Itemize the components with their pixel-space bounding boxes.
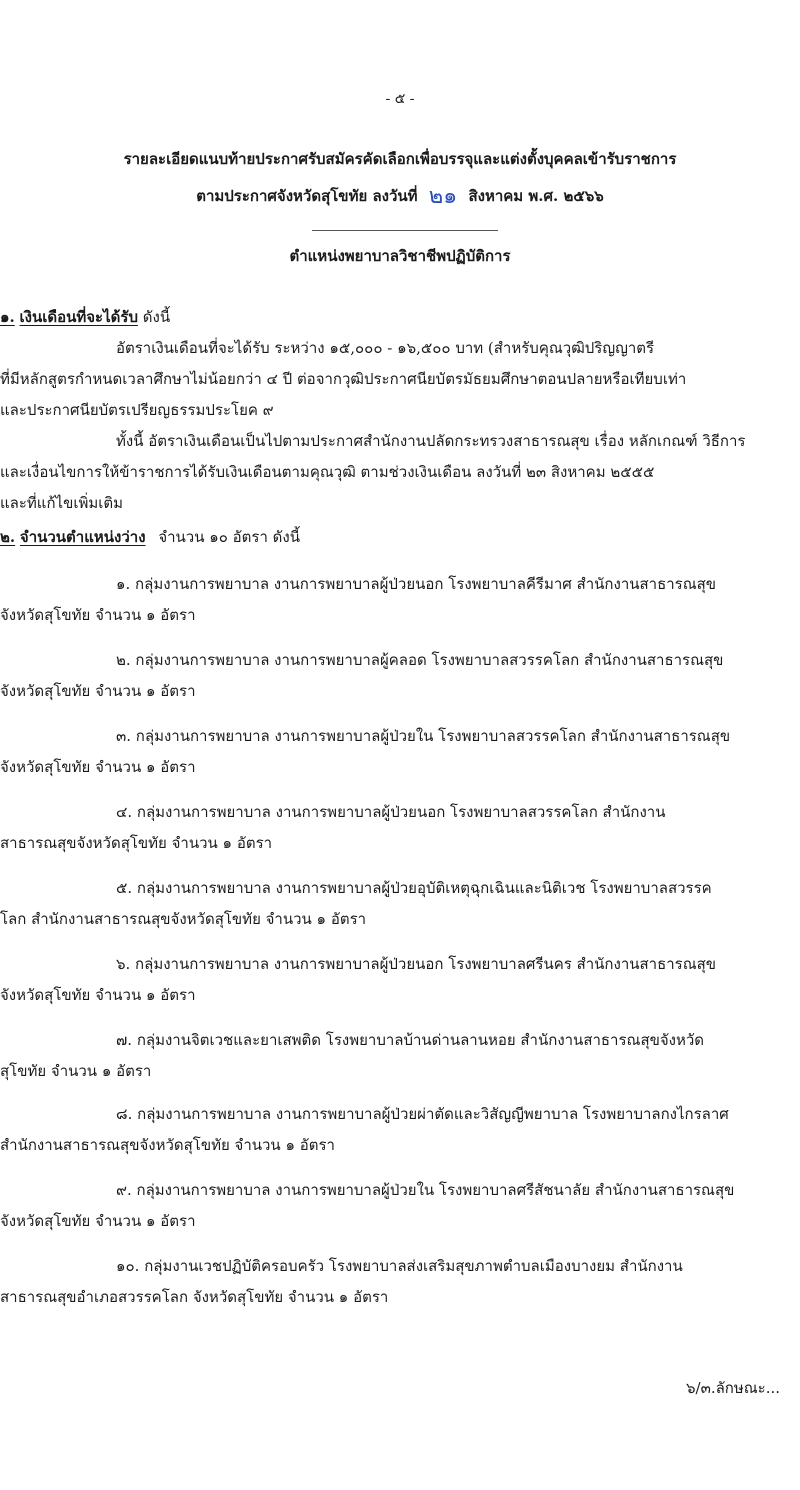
list-item-line-2: สาธารณสุขอำเภอสวรรคโลก จังหวัดสุโขทัย จำนวน ๑ อัตรา <box>0 1288 389 1306</box>
list-item-line-1: ๙. กลุ่มงานการพยาบาล งานการพยาบาลผู้ป่วยใน โรงพยาบาลศรีสัชนาลัย สำนักงานสาธารณสุข <box>116 1181 735 1199</box>
list-item-line-1: ๑๐. กลุ่มงานเวชปฏิบัติครอบครัว โรงพยาบาลส่งเสริมสุขภาพตำบลเมืองบางยม สำนักงาน <box>116 1257 683 1275</box>
list-item <box>0 720 800 782</box>
list-item-line-2: โลก สำนักงานสาธารณสุขจังหวัดสุโขทัย จำนวน ๑ อัตรา <box>0 910 367 928</box>
list-item-line-2: สำนักงานสาธารณสุขจังหวัดสุโขทัย จำนวน ๑ อัตรา <box>0 1136 335 1154</box>
section-1-p2-line-2: และเงื่อนไขการให้ข้าราชการได้รับเงินเดือนตามคุณวุฒิ ตามช่วงเงินเดือน ลงวันที่ ๒๓ สิงหาคม ๒๕๕๕ <box>0 463 655 481</box>
list-item-line-2: จังหวัดสุโขทัย จำนวน ๑ อัตรา <box>0 986 196 1004</box>
list-item <box>0 1174 800 1236</box>
list-item <box>0 644 800 706</box>
position-title: ตำแหน่งพยาบาลวิชาชีพปฏิบัติการ <box>289 247 511 265</box>
list-item-line-1: ๘. กลุ่มงานการพยาบาล งานการพยาบาลผู้ป่วยผ่าตัดและวิสัญญีพยาบาล โรงพยาบาลกงไกรลาศ <box>116 1105 729 1123</box>
continuation-marker: ๖/๓.ลักษณะ... <box>686 1379 781 1397</box>
list-item <box>0 568 800 630</box>
list-item-line-1: ๑. กลุ่มงานการพยาบาล งานการพยาบาลผู้ป่วยนอก โรงพยาบาลคีรีมาศ สำนักงานสาธารณสุข <box>116 575 717 593</box>
list-item <box>0 872 800 934</box>
list-item-line-1: ๒. กลุ่มงานการพยาบาล งานการพยาบาลผู้คลอด โรงพยาบาลสวรรคโลก สำนักงานสาธารณสุข <box>116 651 724 669</box>
list-item <box>0 1098 800 1160</box>
list-item-line-1: ๕. กลุ่มงานการพยาบาล งานการพยาบาลผู้ป่วยอุบัติเหตุฉุกเฉินและนิติเวช โรงพยาบาลสวรรค <box>116 879 712 897</box>
list-item-line-1: ๗. กลุ่มงานจิตเวชและยาเสพติด โรงพยาบาลบ้านด่านลานหอย สำนักงานสาธารณสุขจังหวัด <box>116 1031 705 1049</box>
list-item-line-1: ๔. กลุ่มงานการพยาบาล งานการพยาบาลผู้ป่วยนอก โรงพยาบาลสวรรคโลก สำนักงาน <box>116 803 666 821</box>
heading-date-prefix: ตามประกาศจังหวัดสุโขทัย ลงวันที่ <box>196 187 418 205</box>
list-item <box>0 796 800 858</box>
list-item-line-2: จังหวัดสุโขทัย จำนวน ๑ อัตรา <box>0 1212 196 1230</box>
list-item <box>0 1250 800 1312</box>
list-item <box>0 948 800 1010</box>
section-2-heading <box>0 522 800 553</box>
section-1-after: ดังนี้ <box>142 308 171 326</box>
section-1-p1-line-1: อัตราเงินเดือนที่จะได้รับ ระหว่าง ๑๕,๐๐๐ - ๑๖,๕๐๐ บาท (สำหรับคุณวุฒิปริญญาตรี <box>116 339 655 357</box>
section-1-p2-line-3: และที่แก้ไขเพิ่มเติม <box>0 494 124 512</box>
section-1-p2-line-1: ทั้งนี้ อัตราเงินเดือนเป็นไปตามประกาศสำนักงานปลัดกระทรวงสาธารณสุข เรื่อง หลักเกณฑ์ วิธีการ <box>116 432 746 450</box>
section-2-after: จำนวน ๑๐ อัตรา ดังนี้ <box>158 528 300 546</box>
page-number: - ๕ - <box>385 91 415 107</box>
list-item-line-2: จังหวัดสุโขทัย จำนวน ๑ อัตรา <box>0 758 196 776</box>
section-2-title: จำนวนตำแหน่งว่าง <box>19 528 146 546</box>
list-item <box>0 1024 800 1086</box>
section-1-p1-line-2: ที่มีหลักสูตรกำหนดเวลาศึกษาไม่น้อยกว่า ๔ ปี ต่อจากวุฒิประกาศนียบัตรมัธยมศึกษาตอนปลายหรือเทียบเท่า <box>0 370 687 388</box>
title-divider <box>312 230 498 231</box>
section-1 <box>0 302 800 519</box>
list-item-line-1: ๖. กลุ่มงานการพยาบาล งานการพยาบาลผู้ป่วยนอก โรงพยาบาลศรีนคร สำนักงานสาธารณสุข <box>116 955 717 973</box>
list-item-line-1: ๓. กลุ่มงานการพยาบาล งานการพยาบาลผู้ป่วยใน โรงพยาบาลสวรรคโลก สำนักงานสาธารณสุข <box>116 727 731 745</box>
heading-line-1: รายละเอียดแนบท้ายประกาศรับสมัครคัดเลือกเพื่อบรรจุและแต่งตั้งบุคคลเข้ารับราชการ <box>123 150 677 168</box>
section-2-number: ๒. <box>0 528 16 546</box>
section-1-p1-line-3: และประกาศนียบัตรเปรียญธรรมประโยค ๙ <box>0 401 274 419</box>
handwritten-day: ๒๑ <box>428 184 458 209</box>
section-1-number: ๑. <box>0 308 15 326</box>
list-item-line-2: จังหวัดสุโขทัย จำนวน ๑ อัตรา <box>0 682 196 700</box>
list-item-line-2: จังหวัดสุโขทัย จำนวน ๑ อัตรา <box>0 606 196 624</box>
section-1-heading <box>0 302 800 333</box>
list-item-line-2: สาธารณสุขจังหวัดสุโขทัย จำนวน ๑ อัตรา <box>0 834 273 852</box>
heading-line-2 <box>0 178 800 213</box>
list-item-line-2: สุโขทัย จำนวน ๑ อัตรา <box>0 1062 152 1080</box>
section-1-title: เงินเดือนที่จะได้รับ <box>19 308 138 326</box>
heading-date-suffix: สิงหาคม พ.ศ. ๒๕๖๖ <box>468 187 604 205</box>
